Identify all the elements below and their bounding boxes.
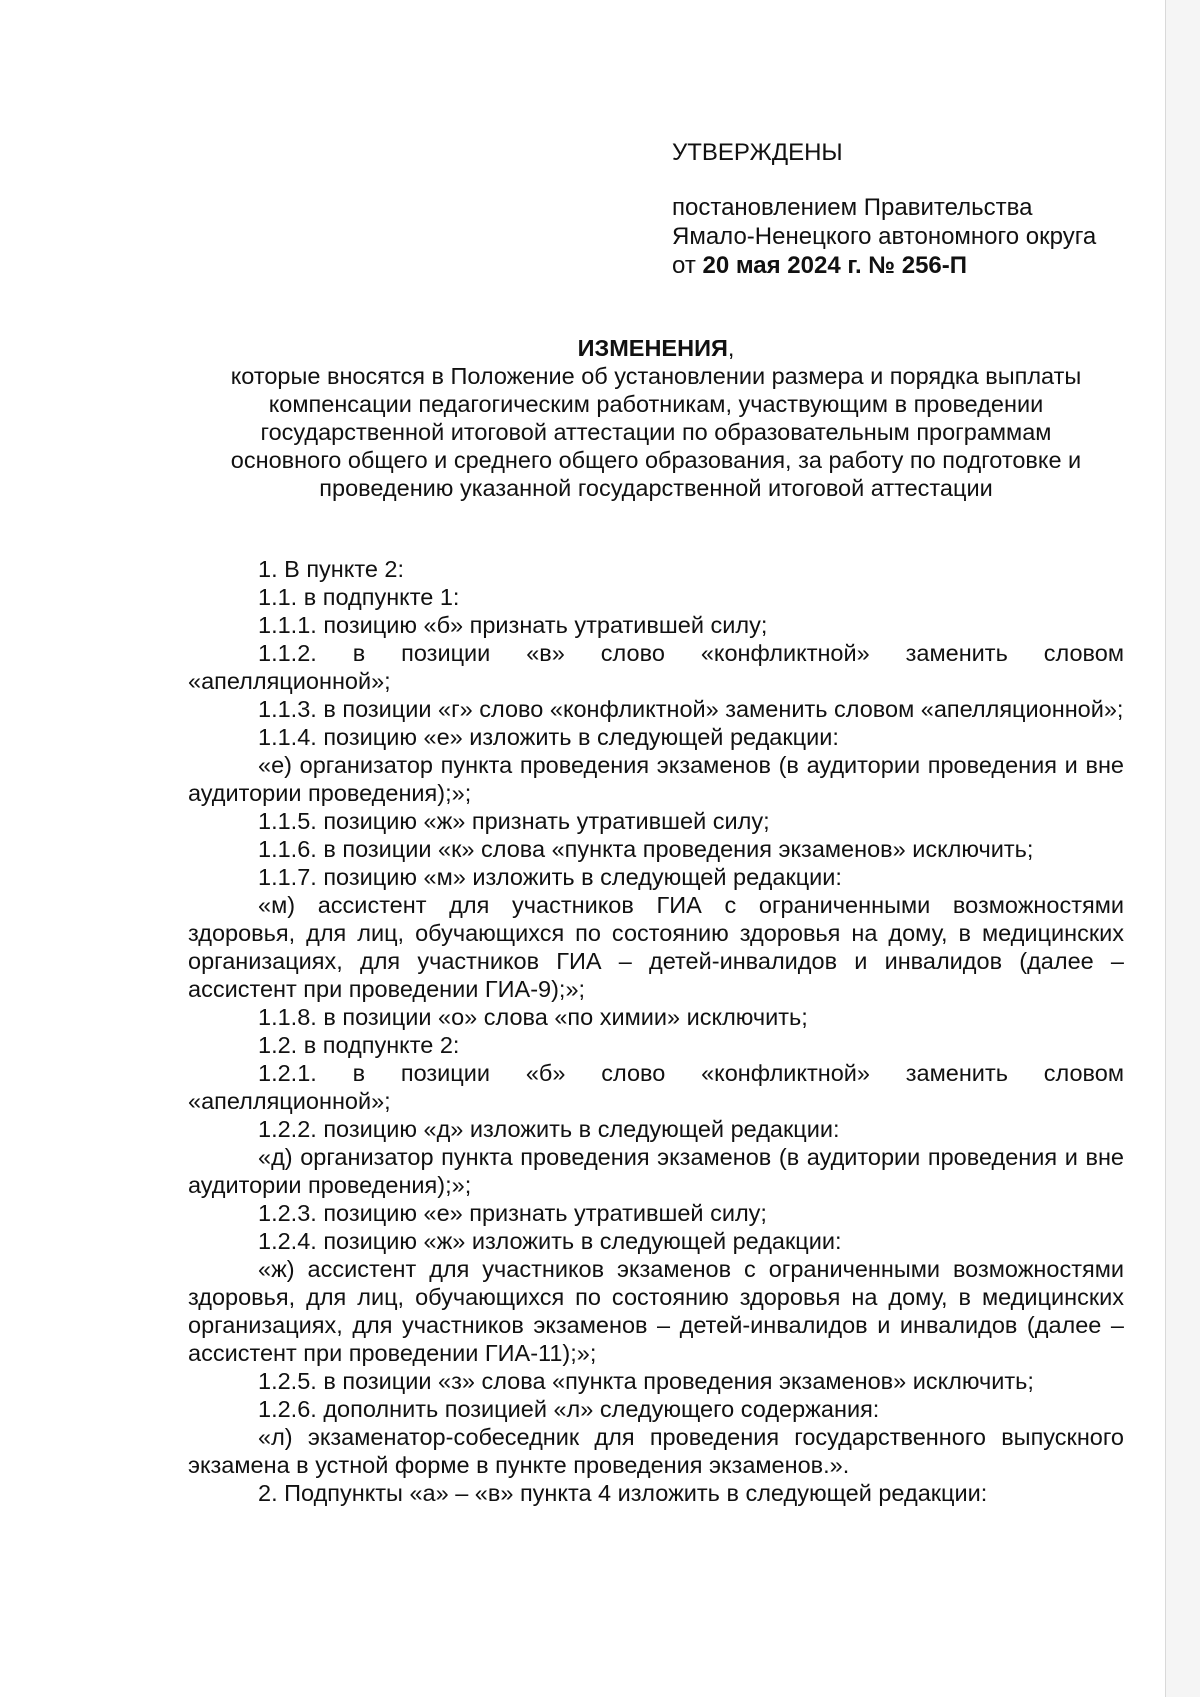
paragraph-1-1-7: 1.1.7. позицию «м» изложить в следующей редакции: (258, 864, 842, 890)
paragraph-1-2-2: 1.2.2. позицию «д» изложить в следующей редакции: (258, 1116, 840, 1142)
approval-heading: УТВЕРЖДЕНЫ (672, 139, 843, 166)
paragraph-1-2: 1.2. в подпункте 2: (258, 1032, 460, 1058)
approval-date (672, 251, 1096, 280)
quote-position-zh: «ж) ассистент для участников экзаменов с ограниченными возможностями здоровья, для лиц, обучающихся по состоянию здоровья на дому, в медицинских организациях, для участников экзаменов – детей-инвалидов и инвалидов (далее – ассистент при проведении ГИА-11);»; (188, 1256, 1124, 1366)
paragraph-1-1-6: 1.1.6. в позиции «к» слова «пункта проведения экзаменов» исключить; (258, 836, 1034, 862)
title-line-1: которые вносятся в Положение об установлении размера и порядка выплаты (230, 363, 1082, 389)
paragraph-1-2-3: 1.2.3. позицию «е» признать утратившей силу; (258, 1200, 767, 1226)
approval-line-2: Ямало-Ненецкого автономного округа (672, 223, 1097, 250)
paragraph-1: 1. В пункте 2: (258, 556, 405, 582)
approval-block (672, 138, 1096, 280)
paragraph-1-2-6: 1.2.6. дополнить позицией «л» следующего содержания: (258, 1396, 880, 1422)
paragraph-1-2-4: 1.2.4. позицию «ж» изложить в следующей редакции: (258, 1228, 842, 1254)
title-line-2: компенсации педагогическим работникам, участвующим в проведении (268, 391, 1044, 417)
document-title-suffix: , (727, 335, 735, 361)
quote-position-e: «е) организатор пункта проведения экзаменов (в аудитории проведения и вне аудитории проведения);»; (188, 752, 1124, 806)
document-title (188, 334, 1124, 362)
approval-date-prefix: от (672, 252, 703, 279)
paragraph-1-2-1: 1.2.1. в позиции «б» слово «конфликтной» заменить словом «апелляционной»; (188, 1060, 1124, 1114)
paragraph-1-1-2: 1.1.2. в позиции «в» слово «конфликтной» заменить словом «апелляционной»; (188, 640, 1124, 694)
paragraph-1-1-1: 1.1.1. позицию «б» признать утратившей силу; (258, 612, 768, 638)
approval-date-number: 20 мая 2024 г. № 256-П (702, 252, 967, 279)
page-edge (1165, 0, 1200, 1697)
document-title-heading: ИЗМЕНЕНИЯ (577, 335, 728, 361)
title-line-5: проведению указанной государственной итоговой аттестации (319, 475, 993, 501)
title-line-3: государственной итоговой аттестации по образовательным программам (260, 419, 1052, 445)
approval-line-1: постановлением Правительства (672, 194, 1033, 221)
title-line-4: основного общего и среднего общего образования, за работу по подготовке и (230, 447, 1082, 473)
quote-position-l: «л) экзаменатор-собеседник для проведения государственного выпускного экзамена в устной форме в пункте проведения экзаменов.». (188, 1424, 1124, 1478)
paragraph-1-1-3: 1.1.3. в позиции «г» слово «конфликтной» заменить словом «апелляционной»; (258, 696, 1124, 722)
paragraph-1-1-5: 1.1.5. позицию «ж» признать утратившей силу; (258, 808, 770, 834)
paragraph-1-2-5: 1.2.5. в позиции «з» слова «пункта проведения экзаменов» исключить; (258, 1368, 1034, 1394)
quote-position-d: «д) организатор пункта проведения экзаменов (в аудитории проведения и вне аудитории проведения);»; (188, 1144, 1124, 1198)
paragraph-1-1-8: 1.1.8. в позиции «о» слова «по химии» исключить; (258, 1004, 808, 1030)
document-title-block (188, 334, 1124, 502)
paragraph-2: 2. Подпункты «а» – «в» пункта 4 изложить в следующей редакции: (258, 1480, 988, 1506)
quote-position-m: «м) ассистент для участников ГИА с ограниченными возможностями здоровья, для лиц, обучающихся по состоянию здоровья на дому, в медицинских организациях, для участников ГИА – детей-инвалидов и инвалидов (далее – ассистент при проведении ГИА-9);»; (188, 892, 1124, 1002)
paragraph-1-1-4: 1.1.4. позицию «е» изложить в следующей редакции: (258, 724, 839, 750)
paragraph-1-1: 1.1. в подпункте 1: (258, 584, 460, 610)
document-body (188, 555, 1124, 1507)
